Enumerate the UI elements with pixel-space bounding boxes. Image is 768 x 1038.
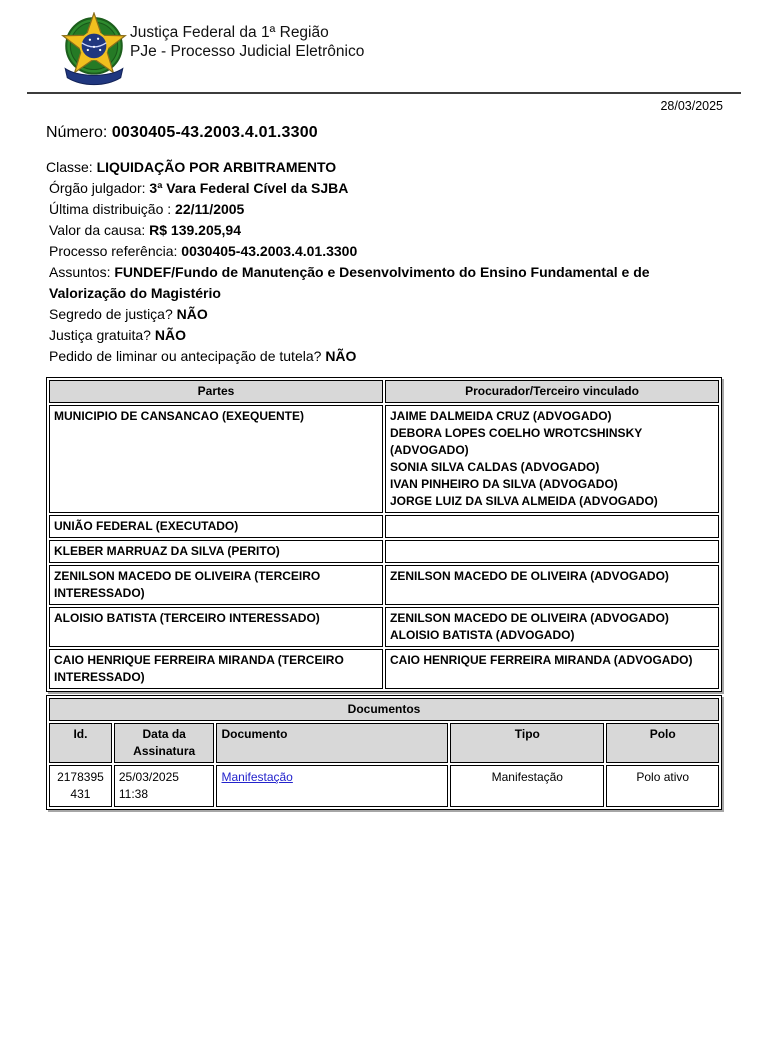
cell-procuradores [385, 405, 719, 513]
cell-procuradores [385, 649, 719, 689]
procurador-item: JORGE LUIZ DA SILVA ALMEIDA (ADVOGADO) [390, 494, 658, 508]
field-distribuicao-label: Última distribuição : [49, 201, 172, 217]
doc-cell-polo: Polo ativo [606, 765, 719, 807]
cell-parte: KLEBER MARRUAZ DA SILVA (PERITO) [49, 540, 383, 563]
field-ultima-distribuicao [46, 199, 722, 220]
page-header [0, 0, 768, 92]
procurador-item: ZENILSON MACEDO DE OLIVEIRA (ADVOGADO) [390, 569, 669, 583]
field-liminar-label: Pedido de liminar ou antecipação de tutela? [49, 348, 322, 364]
partes-table [46, 377, 722, 692]
partes-header-procurador: Procurador/Terceiro vinculado [385, 380, 719, 403]
process-details [46, 157, 722, 367]
table-row [49, 565, 719, 605]
field-valor-causa [46, 220, 722, 241]
document-row [49, 765, 719, 807]
field-orgao-value: 3ª Vara Federal Cível da SJBA [149, 180, 349, 196]
org-title-line2: PJe - Processo Judicial Eletrônico [130, 43, 365, 60]
doc-header-tipo: Tipo [450, 723, 604, 763]
cell-procuradores [385, 540, 719, 563]
print-date: 28/03/2025 [660, 99, 723, 113]
field-liminar-value: NÃO [325, 348, 357, 364]
table-row [49, 649, 719, 689]
field-segredo-justica [46, 304, 722, 325]
table-row [49, 515, 719, 538]
document-link[interactable]: Manifestação [221, 770, 293, 784]
field-assuntos-value: FUNDEF/Fundo de Manutenção e Desenvolvimento do Ensino Fundamental e de Valorização do Magistério [49, 264, 650, 301]
field-processo-referencia [46, 241, 722, 262]
procurador-item: ZENILSON MACEDO DE OLIVEIRA (ADVOGADO) [390, 611, 669, 625]
header-divider [27, 92, 741, 94]
cell-procuradores [385, 565, 719, 605]
documentos-title: Documentos [49, 698, 719, 721]
cell-procuradores [385, 607, 719, 647]
table-row [49, 405, 719, 513]
process-number-label: Número: [46, 124, 108, 141]
procurador-item: IVAN PINHEIRO DA SILVA (ADVOGADO) [390, 477, 618, 491]
doc-cell-id: 2178395431 [49, 765, 112, 807]
procurador-item: JAIME DALMEIDA CRUZ (ADVOGADO) [390, 409, 612, 423]
field-gratuita-value: NÃO [154, 327, 186, 343]
cell-parte: ZENILSON MACEDO DE OLIVEIRA (TERCEIRO INTERESSADO) [49, 565, 383, 605]
field-assuntos-label: Assuntos: [49, 264, 111, 280]
field-orgao-label: Órgão julgador: [49, 180, 146, 196]
field-segredo-label: Segredo de justiça? [49, 306, 173, 322]
procurador-item: ALOISIO BATISTA (ADVOGADO) [390, 628, 575, 642]
partes-header-partes: Partes [49, 380, 383, 403]
doc-cell-tipo: Manifestação [450, 765, 604, 807]
doc-header-id: Id. [49, 723, 112, 763]
field-valor-label: Valor da causa: [49, 222, 146, 238]
procurador-item: DEBORA LOPES COELHO WROTCSHINSKY (ADVOGADO) [390, 426, 643, 457]
field-classe [46, 157, 722, 178]
doc-cell-data-assinatura: 25/03/2025 11:38 [114, 765, 215, 807]
cell-parte: CAIO HENRIQUE FERREIRA MIRANDA (TERCEIRO INTERESSADO) [49, 649, 383, 689]
documentos-table [46, 695, 722, 810]
field-justica-gratuita [46, 325, 722, 346]
field-referencia-label: Processo referência: [49, 243, 178, 259]
process-number-line [46, 124, 722, 142]
field-distribuicao-value: 22/11/2005 [175, 201, 245, 217]
cell-parte: ALOISIO BATISTA (TERCEIRO INTERESSADO) [49, 607, 383, 647]
field-referencia-value: 0030405-43.2003.4.01.3300 [181, 243, 358, 259]
table-row [49, 540, 719, 563]
doc-header-polo: Polo [606, 723, 719, 763]
doc-header-documento: Documento [216, 723, 448, 763]
cell-parte: MUNICIPIO DE CANSANCAO (EXEQUENTE) [49, 405, 383, 513]
brasao-republica-icon [56, 12, 132, 88]
doc-cell-documento [216, 765, 448, 807]
process-number-value: 0030405-43.2003.4.01.3300 [111, 124, 318, 141]
field-classe-label: Classe: [46, 159, 93, 175]
field-assuntos [46, 262, 722, 304]
field-orgao-julgador [46, 178, 722, 199]
field-classe-value: LIQUIDAÇÃO POR ARBITRAMENTO [96, 159, 337, 175]
partes-header-row [49, 380, 719, 403]
cell-procuradores [385, 515, 719, 538]
field-valor-value: R$ 139.205,94 [149, 222, 241, 238]
procurador-item: SONIA SILVA CALDAS (ADVOGADO) [390, 460, 600, 474]
field-segredo-value: NÃO [176, 306, 208, 322]
org-title-line1: Justiça Federal da 1ª Região [130, 24, 329, 41]
org-title [130, 23, 364, 61]
documentos-header-row [49, 723, 719, 763]
doc-header-data: Data da Assinatura [114, 723, 215, 763]
table-row [49, 607, 719, 647]
documentos-title-row [49, 698, 719, 721]
field-pedido-liminar [46, 346, 722, 367]
field-gratuita-label: Justiça gratuita? [49, 327, 151, 343]
cell-parte: UNIÃO FEDERAL (EXECUTADO) [49, 515, 383, 538]
procurador-item: CAIO HENRIQUE FERREIRA MIRANDA (ADVOGADO) [390, 653, 693, 667]
